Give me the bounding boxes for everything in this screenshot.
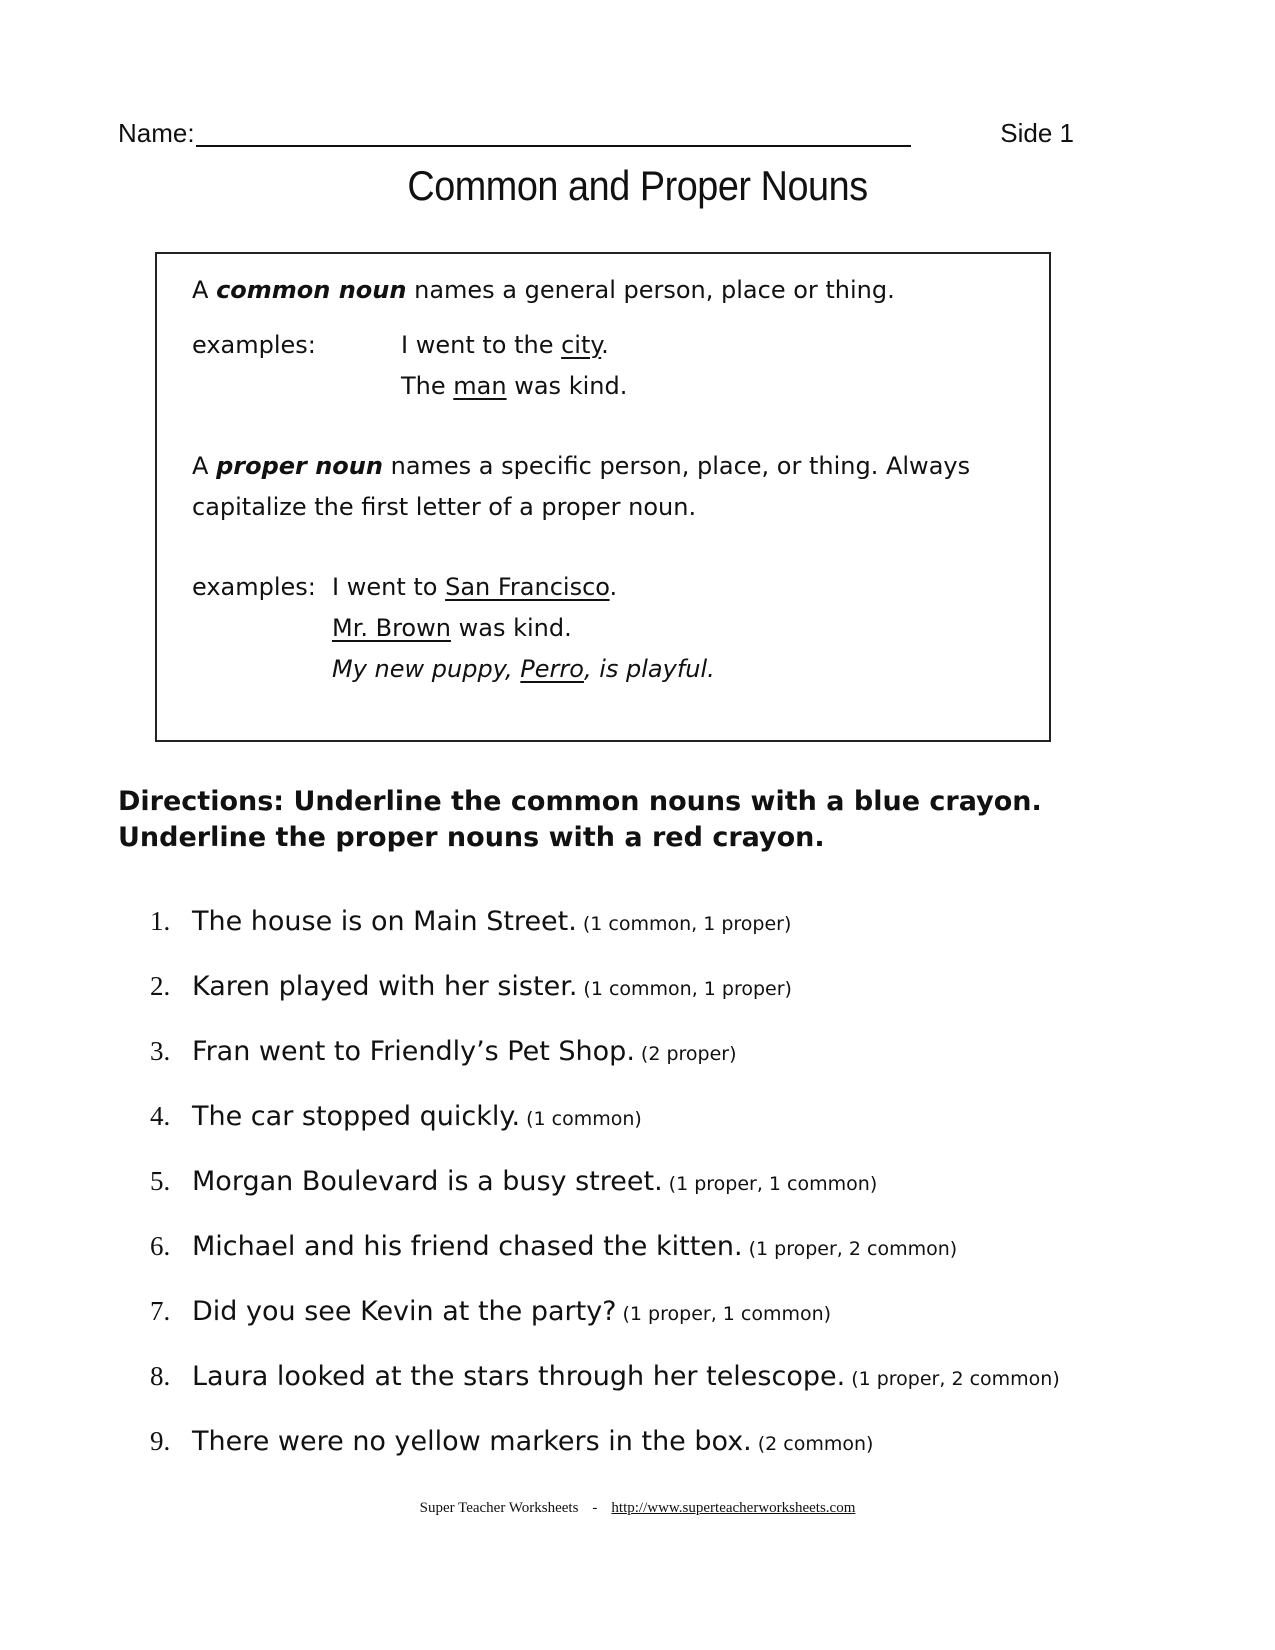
footer-brand: Super Teacher Worksheets [419, 1500, 579, 1516]
question-number: 9. [150, 1426, 171, 1456]
common-examples-label: examples: [192, 331, 316, 359]
question-hint: (1 proper, 1 common) [622, 1303, 832, 1325]
header-row [118, 118, 1078, 158]
directions-line-2: Underline the proper nouns with a red crayon. [118, 822, 825, 853]
question-hint: (1 proper, 2 common) [851, 1368, 1060, 1390]
example-noun: Perro [520, 655, 584, 683]
question-hint: (1 common, 1 proper) [583, 978, 792, 1000]
common-noun-definition: A common noun names a general person, place or thing. [192, 276, 895, 304]
question-item [150, 1036, 737, 1067]
question-item [150, 1231, 957, 1262]
question-sentence: The house is on Main Street. [192, 906, 577, 937]
common-noun-term: common noun [216, 276, 407, 304]
proper-example-3: My new puppy, Perro, is playful. [332, 655, 715, 683]
proper-noun-definition-line2: capitalize the first letter of a proper noun. [192, 493, 697, 521]
question-sentence: Did you see Kevin at the party? [192, 1296, 617, 1327]
question-sentence: Karen played with her sister. [192, 971, 578, 1002]
side-label: Side 1 [1000, 118, 1074, 148]
question-number: 3. [150, 1036, 171, 1066]
question-number: 2. [150, 971, 171, 1001]
directions [118, 784, 1218, 856]
question-sentence: Michael and his friend chased the kitten. [192, 1231, 743, 1262]
question-number: 5. [150, 1166, 171, 1196]
question-hint: (2 common) [757, 1433, 874, 1455]
question-item [150, 1361, 1060, 1392]
footer-url-link[interactable]: http://www.superteacherworksheets.com [611, 1500, 856, 1516]
question-item [150, 1166, 877, 1197]
question-hint: (1 proper, 1 common) [668, 1173, 878, 1195]
directions-line-1: Directions: Underline the common nouns with a blue crayon. [118, 786, 1042, 817]
question-hint: (2 proper) [640, 1043, 737, 1065]
question-item [150, 906, 791, 937]
question-sentence: The car stopped quickly. [192, 1101, 521, 1132]
proper-examples-label: examples: [192, 573, 316, 601]
common-example-1: I went to the city. [401, 331, 609, 359]
definition-box [155, 252, 1051, 742]
question-sentence: Morgan Boulevard is a busy street. [192, 1166, 663, 1197]
name-label: Name: [118, 118, 195, 148]
question-hint: (1 common) [526, 1108, 642, 1130]
question-hint: (1 proper, 2 common) [748, 1238, 958, 1260]
question-sentence: Fran went to Friendly’s Pet Shop. [192, 1036, 635, 1067]
question-number: 1. [150, 906, 171, 936]
proper-noun-definition: A proper noun names a specific person, place, or thing. Always [192, 452, 971, 480]
footer [0, 1500, 1275, 1517]
example-noun: Mr. Brown [332, 614, 451, 642]
proper-noun-term: proper noun [216, 452, 383, 480]
question-number: 4. [150, 1101, 171, 1131]
question-number: 8. [150, 1361, 171, 1391]
page-title: Common and Proper Nouns [407, 162, 868, 209]
proper-example-1: I went to San Francisco. [332, 573, 618, 601]
footer-separator: - [592, 1500, 598, 1516]
question-hint: (1 common, 1 proper) [582, 913, 792, 935]
question-sentence: Laura looked at the stars through her telescope. [192, 1361, 846, 1392]
question-number: 7. [150, 1296, 171, 1326]
question-number: 6. [150, 1231, 171, 1261]
question-item [150, 1426, 873, 1457]
question-item [150, 971, 792, 1002]
example-noun: city [561, 331, 602, 359]
name-blank-line [196, 145, 911, 147]
question-item [150, 1101, 642, 1132]
common-example-2: The man was kind. [401, 372, 628, 400]
example-noun: man [453, 372, 507, 400]
example-noun: San Francisco [445, 573, 610, 601]
question-sentence: There were no yellow markers in the box. [192, 1426, 752, 1457]
question-item [150, 1296, 831, 1327]
proper-example-2: Mr. Brown was kind. [332, 614, 572, 642]
